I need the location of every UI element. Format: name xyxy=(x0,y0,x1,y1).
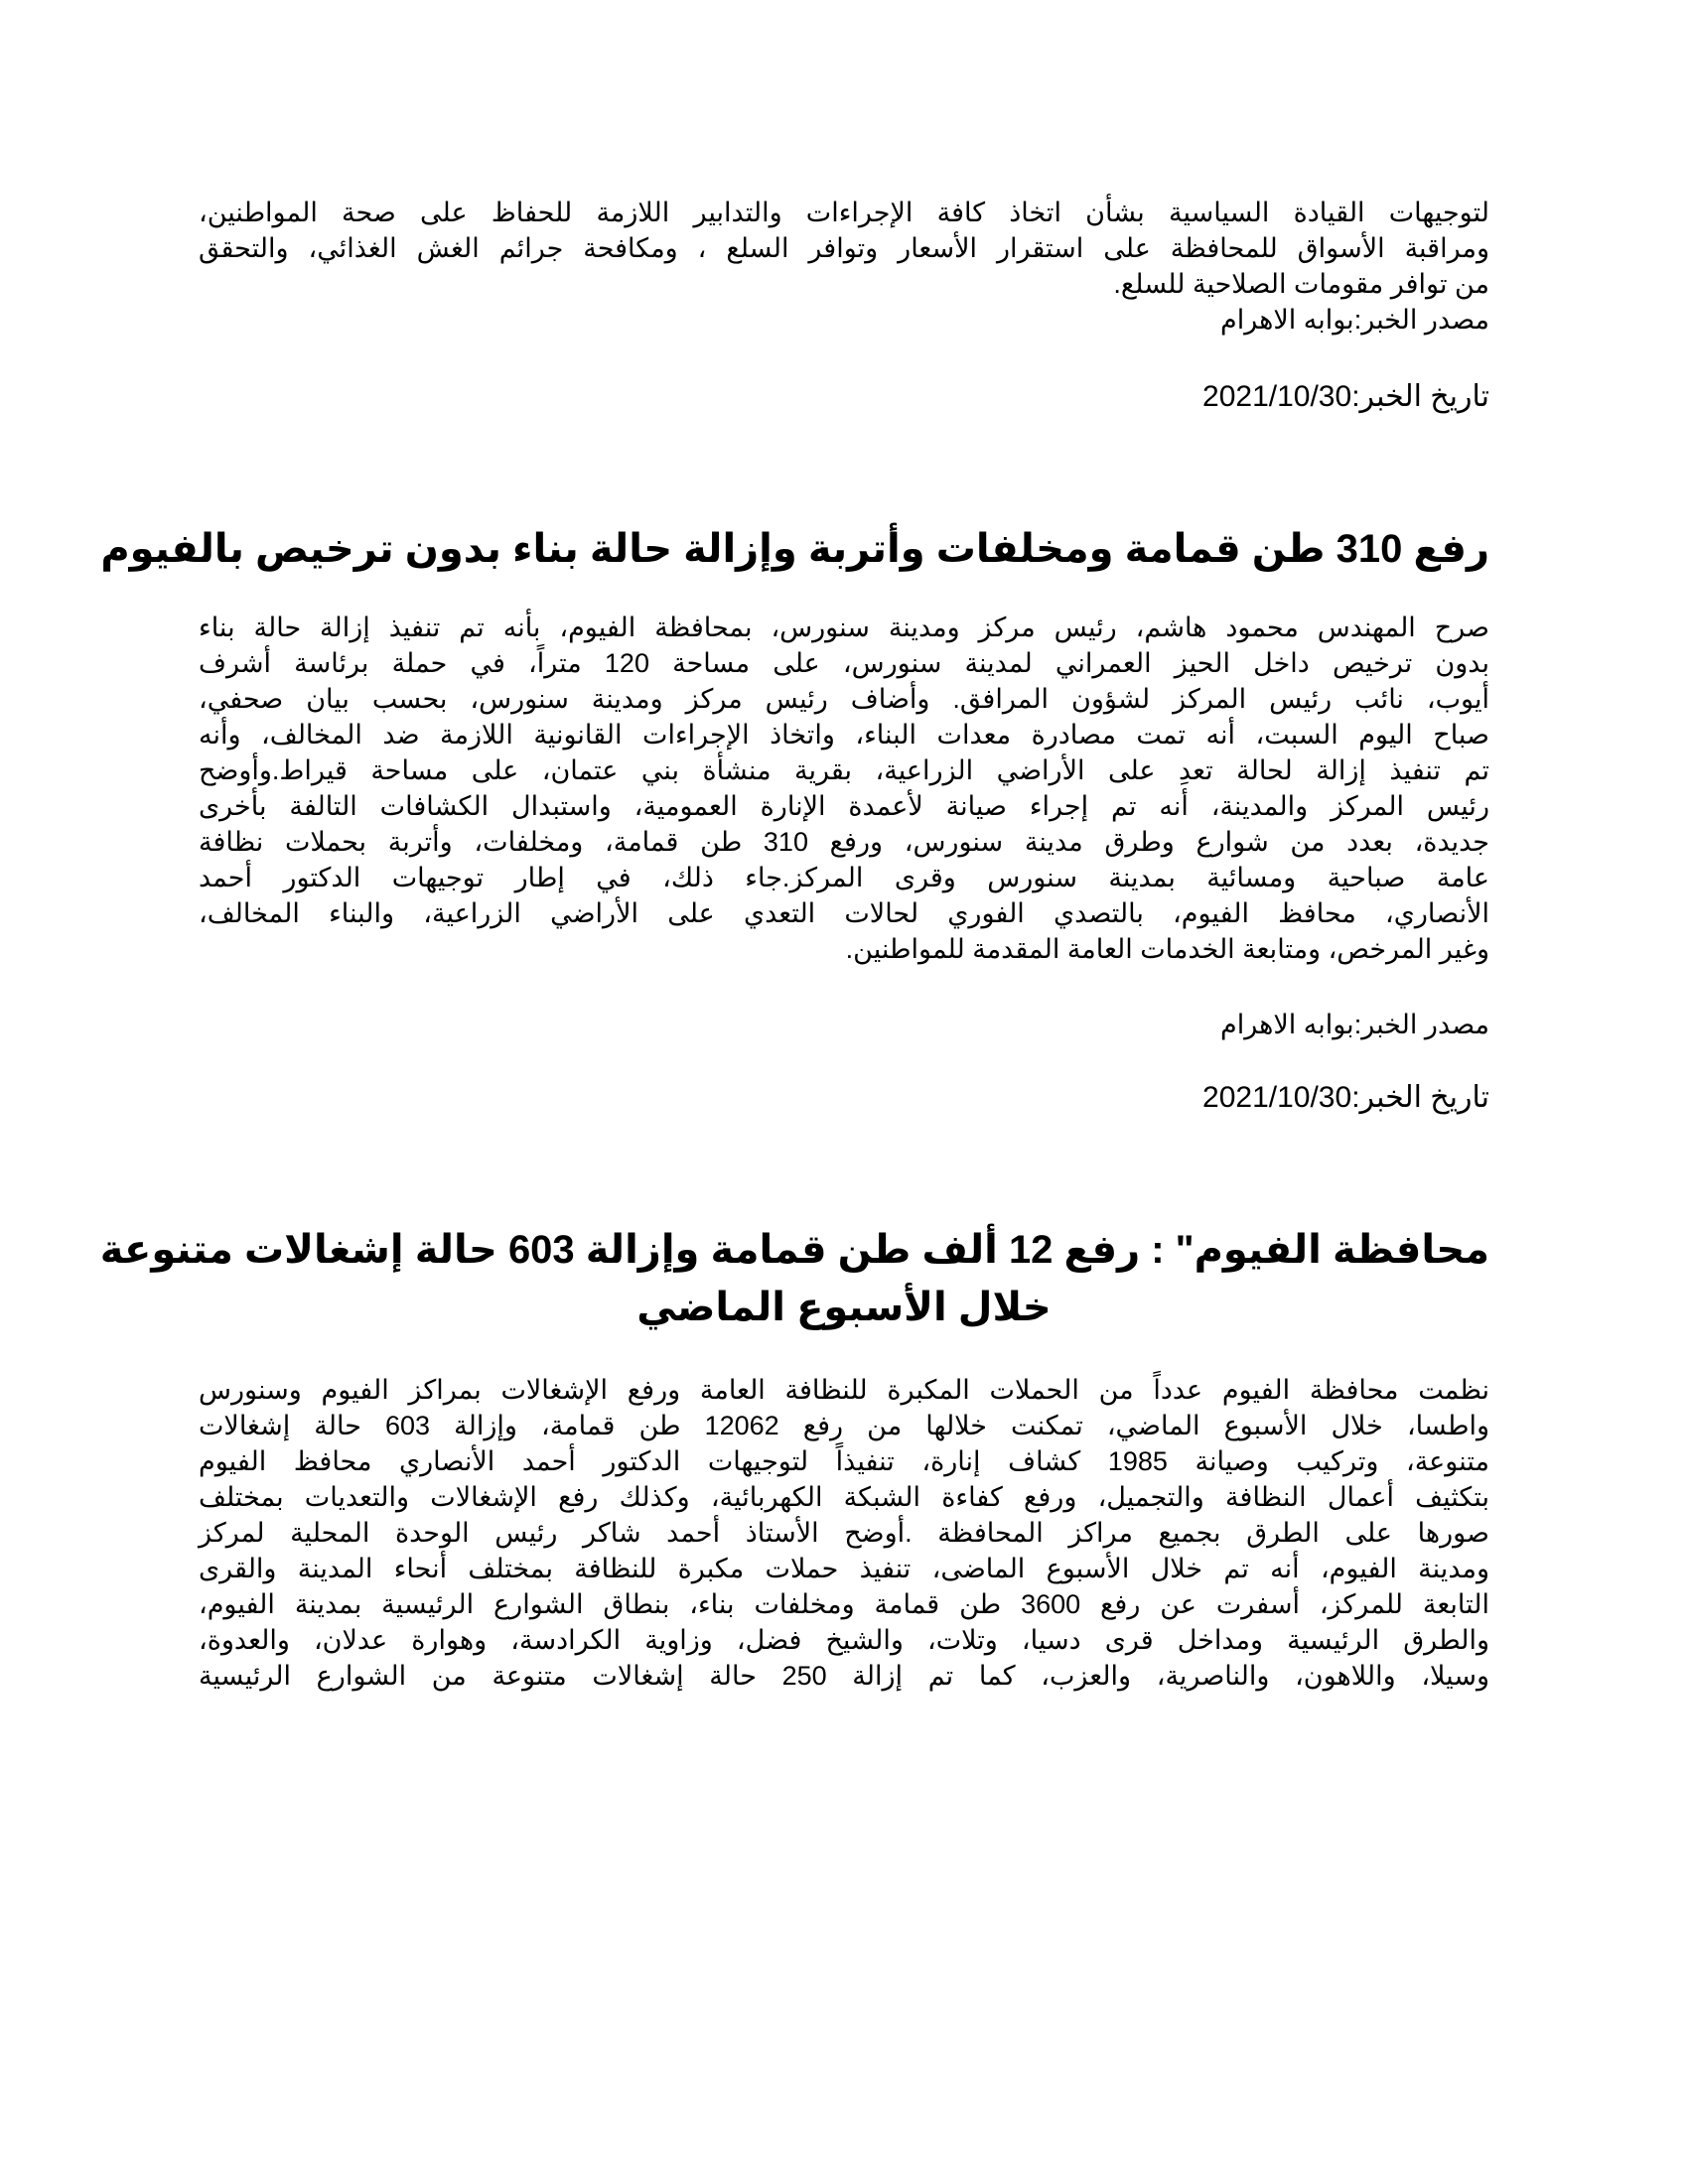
body-line: وسيلا، واللاهون، والناصرية، والعزب، كما تم إزالة 250 حالة إشغالات متنوعة من الشوارع الرئيسية xyxy=(199,1661,1489,1691)
body-line: صورها على الطرق بجميع مراكز المحافظة .أوضح الأستاذ أحمد شاكر رئيس الوحدة المحلية لمركز xyxy=(199,1518,1489,1548)
article-headline xyxy=(99,1221,1489,1336)
body-line: جديدة، بعدد من شوارع وطرق مدينة سنورس، ورفع 310 طن قمامة، ومخلفات، وأتربة بحملات نظافة xyxy=(199,827,1489,857)
body-line: رئيس المركز والمدينة، أنه تم إجراء صيانة لأعمدة الإنارة العمومية، واستبدال الكشافات التالفة بأخرى xyxy=(199,791,1489,821)
news-date: تاريخ الخبر:2021/10/30 xyxy=(1202,380,1489,413)
body-line: تم تنفيذ إزالة لحالة تعدِ على الأراضي الزراعية، بقرية منشأة بني عتمان، على مساحة قيراط.وأوضح xyxy=(199,755,1489,785)
body-line: نظمت محافظة الفيوم عدداً من الحملات المكبرة للنظافة العامة ورفع الإشغالات بمراكز الفيوم وسنورس xyxy=(199,1375,1489,1405)
intro-line: من توافر مقومات الصلاحية للسلع. xyxy=(1113,269,1489,299)
body-line: واطسا، خلال الأسبوع الماضي، تمكنت خلالها من رفع 12062 طن قمامة، وإزالة 603 حالة إشغالات xyxy=(199,1411,1489,1440)
intro-line: لتوجيهات القيادة السياسية بشأن اتخاذ كافة الإجراءات والتدابير اللازمة للحفاظ على صحة المواطنين، xyxy=(199,198,1489,227)
body-line: وغير المرخص، ومتابعة الخدمات العامة المقدمة للمواطنين. xyxy=(845,934,1489,964)
news-source: مصدر الخبر:بوابه الاهرام xyxy=(1219,1010,1489,1039)
body-line: متنوعة، وتركيب وصيانة 1985 كشاف إنارة، تنفيذاً لتوجيهات الدكتور أحمد الأنصاري محافظ الفيوم xyxy=(199,1446,1489,1476)
body-line: صرح المهندس محمود هاشم، رئيس مركز ومدينة سنورس، بمحافظة الفيوم، بأنه تم تنفيذ إزالة حالة بناء xyxy=(199,613,1489,642)
news-source: مصدر الخبر:بوابه الاهرام xyxy=(1219,305,1489,335)
body-line: بدون ترخيص داخل الحيز العمراني لمدينة سنورس، على مساحة 120 متراً، في حملة برئاسة أشرف xyxy=(199,648,1489,678)
headline-line: محافظة الفيوم" : رفع 12 ألف طن قمامة وإزالة 603 حالة إشغالات متنوعة xyxy=(99,1228,1489,1272)
intro-line: ومراقبة الأسواق للمحافظة على استقرار الأسعار وتوافر السلع ، ومكافحة جرائم الغش الغذائي، والتحقق xyxy=(199,233,1489,263)
body-line: بتكثيف أعمال النظافة والتجميل، ورفع كفاءة الشبكة الكهربائية، وكذلك رفع الإشغالات والتعديات بمختلف xyxy=(199,1482,1489,1512)
news-date: تاريخ الخبر:2021/10/30 xyxy=(1202,1081,1489,1114)
body-line: أيوب، نائب رئيس المركز لشؤون المرافق. وأضاف رئيس مركز ومدينة سنورس، بحسب بيان صحفي، xyxy=(199,684,1489,714)
body-line: عامة صباحية ومسائية بمدينة سنورس وقرى المركز.جاء ذلك، في إطار توجيهات الدكتور أحمد xyxy=(199,863,1489,892)
body-line: التابعة للمركز، أسفرت عن رفع 3600 طن قمامة ومخلفات بناء، بنطاق الشوارع الرئيسية بمدينة الفيوم، xyxy=(199,1589,1490,1619)
article-body xyxy=(199,610,1489,967)
document-page xyxy=(99,195,1490,1694)
body-line: والطرق الرئيسية ومداخل قرى دسيا، وتلات، والشيخ فضل، وزاوية الكرادسة، وهوارة عدلان، والعدوة، xyxy=(199,1625,1489,1655)
body-line: ومدينة الفيوم، أنه تم خلال الأسبوع الماضى، تنفيذ حملات مكبرة للنظافة بمختلف أنحاء المدينة والقرى xyxy=(199,1554,1489,1583)
headline-line: خلال الأسبوع الماضي xyxy=(636,1286,1052,1329)
body-line: الأنصاري، محافظ الفيوم، بالتصدي الفوري لحالات التعدي على الأراضي الزراعية، والبناء المخالف، xyxy=(199,898,1489,928)
article-body xyxy=(199,1372,1489,1694)
intro-paragraph xyxy=(199,195,1489,338)
body-line: صباح اليوم السبت، أنه تمت مصادرة معدات البناء، واتخاذ الإجراءات القانونية اللازمة ضد المخالف، وأنه xyxy=(199,720,1489,750)
article-headline: رفع 310 طن قمامة ومخلفات وأتربة وإزالة حالة بناء بدون ترخيص بالفيوم xyxy=(100,527,1489,571)
